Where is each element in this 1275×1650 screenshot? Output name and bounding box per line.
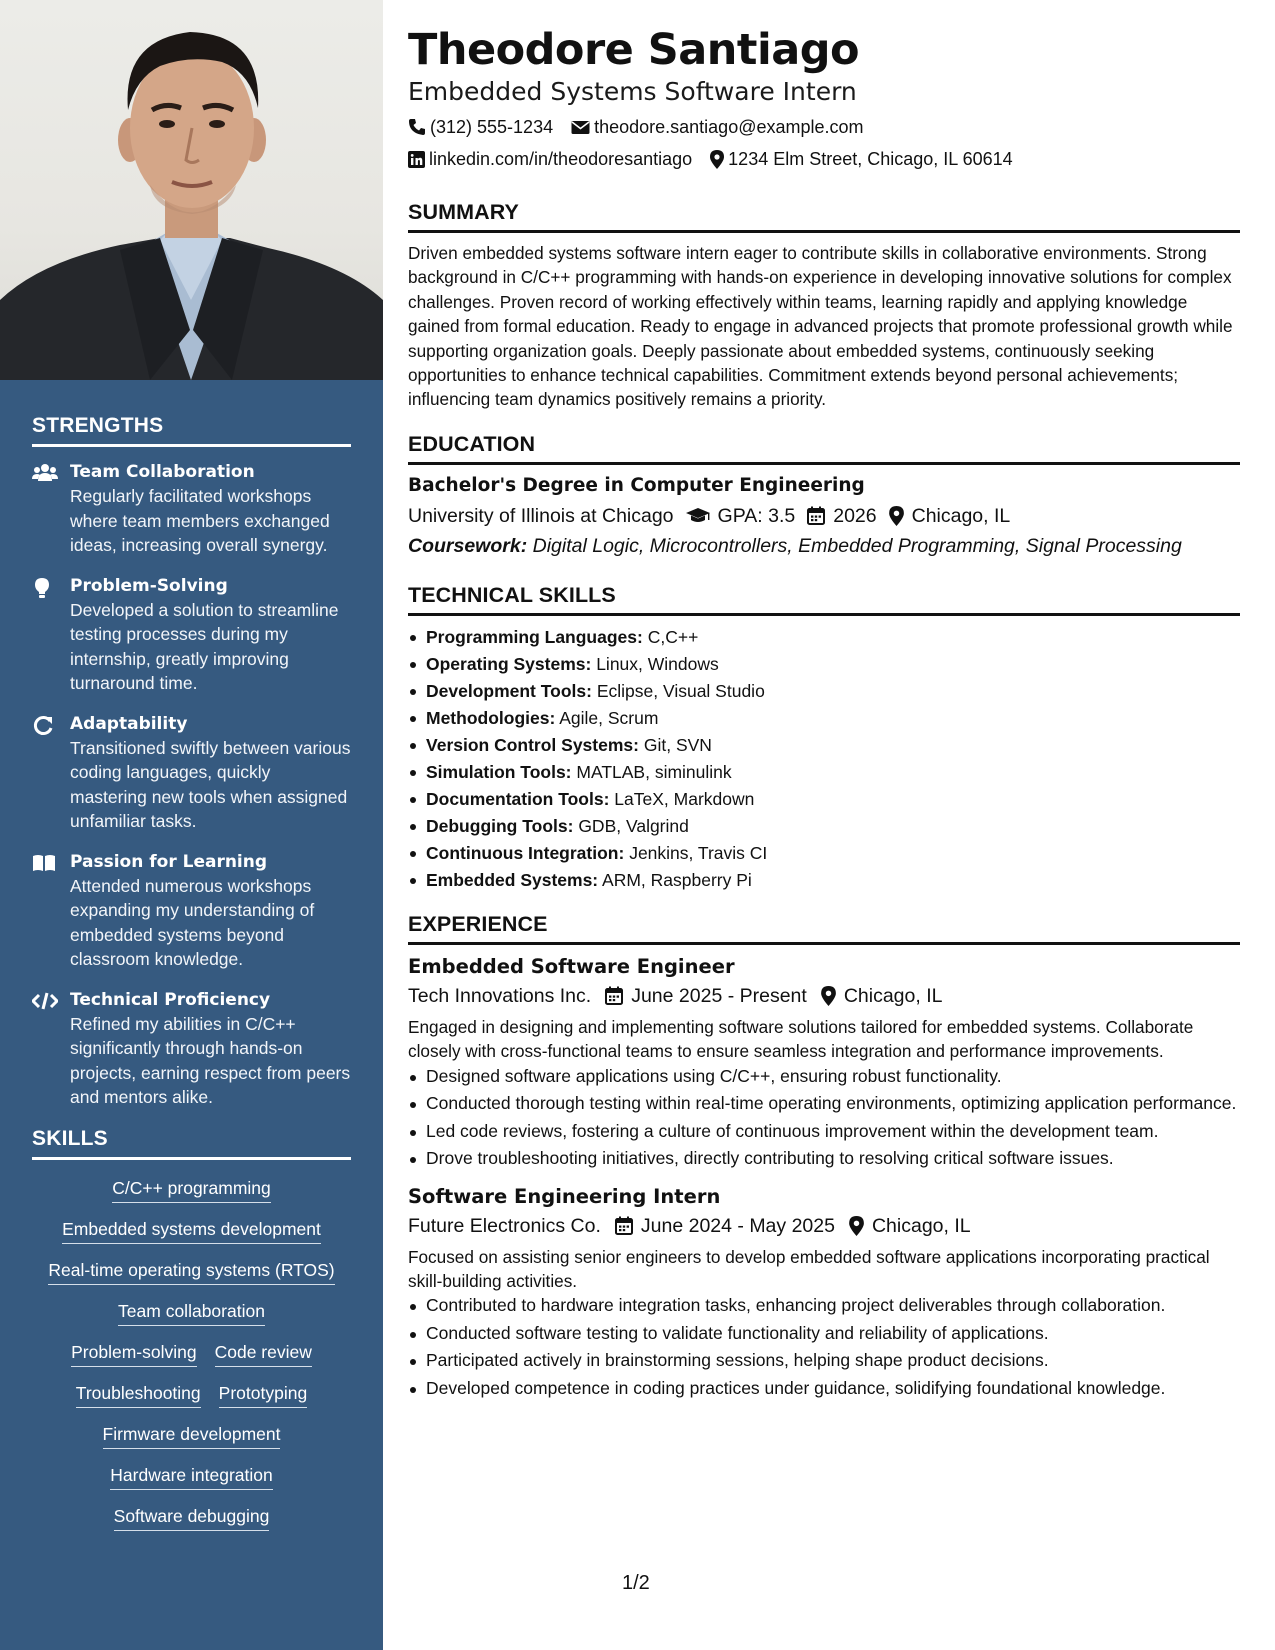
strength-title: Team Collaboration <box>70 462 255 482</box>
map-pin-icon <box>889 506 904 526</box>
coursework-text: Digital Logic, Microcontrollers, Embedded Programming, Signal Processing <box>532 534 1182 557</box>
strength-desc: Attended numerous workshops expanding my understanding of embedded systems beyond classroom knowledge. <box>70 875 315 969</box>
list-item <box>408 813 1240 840</box>
skills-title: SKILLS <box>32 1127 351 1160</box>
strength-desc: Refined my abilities in C/C++ significantly through hands-on projects, earning respect from peers and mentors alike. <box>70 1013 351 1107</box>
job-location <box>849 1211 971 1241</box>
job-bullets <box>408 1293 1240 1400</box>
calendar-icon <box>605 986 623 1005</box>
strength-item <box>32 461 351 558</box>
candidate-name: Theodore Santiago <box>408 25 860 75</box>
list-item <box>408 840 1240 867</box>
phone-icon <box>408 118 426 136</box>
envelope-icon <box>571 120 590 135</box>
strength-desc: Developed a solution to streamline testing processes during my internship, greatly improving turnaround time. <box>70 599 339 693</box>
skill-tag: Problem-solving <box>71 1342 196 1367</box>
skill-tag: Code review <box>215 1342 312 1367</box>
skill-label: Continuous Integration: <box>426 842 625 863</box>
skill-value: Eclipse, Visual Studio <box>596 680 765 701</box>
skill-value: GDB, Valgrind <box>578 815 689 836</box>
sidebar <box>0 0 383 1650</box>
strength-title: Passion for Learning <box>70 851 268 872</box>
strength-item <box>32 713 351 834</box>
skill-tags <box>32 1178 351 1531</box>
job-dates <box>615 1211 835 1241</box>
location-text: Chicago, IL <box>911 504 1011 527</box>
experience-section <box>408 912 1240 1401</box>
job-location <box>821 981 943 1011</box>
skill-label: Documentation Tools: <box>426 788 610 809</box>
skill-tag: Embedded systems development <box>62 1219 321 1244</box>
skill-tag: Firmware development <box>103 1424 281 1449</box>
calendar-icon <box>807 506 825 525</box>
education-section <box>408 432 1240 561</box>
strength-title: Adaptability <box>70 713 188 734</box>
year-text: 2026 <box>833 504 877 527</box>
email-text: theodore.santiago@example.com <box>594 117 864 137</box>
location-text: Chicago, IL <box>871 1214 971 1237</box>
skill-tag: Hardware integration <box>110 1465 272 1490</box>
phone-contact[interactable] <box>408 114 553 140</box>
list-item: Participated actively in brainstorming sessions, helping shape product decisions. <box>408 1348 1240 1373</box>
job-description: Engaged in designing and implementing software solutions tailored for embedded systems. Collaborate closely with cross-functional teams to ensure seamless integration and performance improvements. <box>408 1016 1194 1062</box>
skill-tag: Real-time operating systems (RTOS) <box>48 1260 334 1285</box>
job-title: Software Engineering Intern <box>408 1184 721 1208</box>
list-item <box>408 651 1240 678</box>
refresh-icon <box>32 713 70 834</box>
location-text: Chicago, IL <box>843 984 943 1007</box>
summary-section <box>408 200 1240 412</box>
contact-row <box>408 114 1240 140</box>
education-title: EDUCATION <box>408 432 1240 465</box>
summary-text: Driven embedded systems software intern eager to contribute skills in collaborative environments. Strong background in C/C++ programming with hands-on experience in developing innovative solutions for complex challenges. Proven record of working effectively within teams, learning rapidly and applying knowledge gained from formal education. Ready to engage in advanced projects that promote professional growth while supporting organization goals. Deeply passionate about embedded systems, continuously seeking opportunities to enhance technical capabilities. Commitment extends beyond personal achievements; influencing team dynamics positively remains a priority. <box>408 243 1233 410</box>
job-entry <box>408 1183 1240 1401</box>
linkedin-text: linkedin.com/in/theodoresantiago <box>429 149 693 169</box>
strength-title: Problem-Solving <box>70 575 228 596</box>
contact-row <box>408 146 1240 172</box>
strength-item <box>32 575 351 696</box>
lightbulb-icon <box>32 575 70 696</box>
degree-title: Bachelor's Degree in Computer Engineering <box>408 474 865 496</box>
job-dates <box>605 981 807 1011</box>
list-item <box>408 867 1240 894</box>
list-item <box>408 705 1240 732</box>
phone-text: (312) 555-1234 <box>430 117 554 137</box>
skill-tag: Prototyping <box>219 1383 308 1408</box>
dates-text: June 2024 - May 2025 <box>640 1214 835 1237</box>
skill-label: Operating Systems: <box>426 653 592 674</box>
technical-skills-title: TECHNICAL SKILLS <box>408 583 1240 616</box>
list-item <box>408 624 1240 651</box>
list-item <box>408 732 1240 759</box>
skills-section <box>0 1127 383 1531</box>
gpa <box>686 501 796 531</box>
skill-value: LaTeX, Markdown <box>614 788 755 809</box>
list-item: Conducted software testing to validate functionality and reliability of applications. <box>408 1321 1240 1346</box>
education-details <box>408 501 1240 531</box>
education-location <box>889 501 1011 531</box>
page-number: 1/2 <box>622 1572 650 1594</box>
skill-value: ARM, Raspberry Pi <box>602 869 752 890</box>
skill-label: Methodologies: <box>426 707 556 728</box>
address-contact <box>710 146 1013 172</box>
list-item: Led code reviews, fostering a culture of continuous improvement within the development team. <box>408 1119 1240 1144</box>
skill-value: Git, SVN <box>643 734 712 755</box>
skill-label: Simulation Tools: <box>426 761 572 782</box>
skill-label: Version Control Systems: <box>426 734 639 755</box>
skill-value: MATLAB, siminulink <box>576 761 732 782</box>
skill-tag: Software debugging <box>114 1506 270 1531</box>
skill-label: Programming Languages: <box>426 626 643 647</box>
map-pin-icon <box>821 986 836 1006</box>
skill-tag: Troubleshooting <box>76 1383 201 1408</box>
skill-label: Development Tools: <box>426 680 592 701</box>
company-name: Tech Innovations Inc. <box>408 984 592 1007</box>
code-icon <box>32 989 70 1110</box>
gpa-text: GPA: 3.5 <box>717 504 796 527</box>
users-icon <box>32 461 70 558</box>
calendar-icon <box>615 1216 633 1235</box>
list-item: Developed competence in coding practices under guidance, solidifying foundational knowledge. <box>408 1376 1240 1401</box>
linkedin-icon <box>408 151 425 168</box>
skill-label: Debugging Tools: <box>426 815 574 836</box>
job-entry <box>408 953 1240 1171</box>
strengths-title: STRENGTHS <box>32 414 351 447</box>
job-meta <box>408 981 1240 1011</box>
linkedin-contact[interactable] <box>408 146 692 172</box>
list-item <box>408 759 1240 786</box>
experience-title: EXPERIENCE <box>408 912 1240 945</box>
strength-item <box>32 851 351 972</box>
strength-desc: Regularly facilitated workshops where team members exchanged ideas, increasing overall synergy. <box>70 486 330 555</box>
technical-skills-section <box>408 583 1240 894</box>
email-contact[interactable] <box>571 114 863 140</box>
list-item <box>408 786 1240 813</box>
strengths-section <box>0 414 383 1110</box>
skill-value: C,C++ <box>647 626 699 647</box>
book-icon <box>32 851 70 972</box>
strength-item <box>32 989 351 1110</box>
job-description: Focused on assisting senior engineers to develop embedded software applications incorporating practical skill-building activities. <box>408 1246 1210 1292</box>
job-title: Embedded Software Engineer <box>408 954 735 978</box>
job-bullets <box>408 1064 1240 1171</box>
technical-skills-list <box>408 624 1240 894</box>
profile-photo <box>0 0 383 380</box>
list-item: Conducted thorough testing within real-time operating environments, optimizing application performance. <box>408 1091 1240 1116</box>
summary-title: SUMMARY <box>408 200 1240 233</box>
strength-title: Technical Proficiency <box>70 989 271 1010</box>
list-item: Designed software applications using C/C++, ensuring robust functionality. <box>408 1064 1240 1089</box>
candidate-role: Embedded Systems Software Intern <box>408 77 857 106</box>
skill-value: Jenkins, Travis CI <box>629 842 768 863</box>
skill-tag: Team collaboration <box>118 1301 265 1326</box>
skill-value: Agile, Scrum <box>559 707 659 728</box>
company-name: Future Electronics Co. <box>408 1214 601 1237</box>
address-text: 1234 Elm Street, Chicago, IL 60614 <box>728 149 1013 169</box>
dates-text: June 2025 - Present <box>631 984 807 1007</box>
list-item <box>408 678 1240 705</box>
job-meta <box>408 1211 1240 1241</box>
list-item: Drove troubleshooting initiatives, directly contributing to resolving critical software issues. <box>408 1146 1240 1171</box>
coursework-label: Coursework: <box>408 534 528 557</box>
skill-label: Embedded Systems: <box>426 869 599 890</box>
map-pin-icon <box>710 150 724 169</box>
map-pin-icon <box>849 1216 864 1236</box>
graduation-cap-icon <box>686 507 710 524</box>
coursework <box>408 531 1240 561</box>
list-item: Contributed to hardware integration tasks, enhancing project deliverables through collaboration. <box>408 1293 1240 1318</box>
skill-tag: C/C++ programming <box>112 1178 271 1203</box>
graduation-year <box>807 501 876 531</box>
strength-desc: Transitioned swiftly between various coding languages, quickly mastering new tools when assigned unfamiliar tasks. <box>70 737 351 831</box>
main-content <box>408 0 1240 1412</box>
skill-value: Linux, Windows <box>596 653 719 674</box>
school-name: University of Illinois at Chicago <box>408 504 674 527</box>
